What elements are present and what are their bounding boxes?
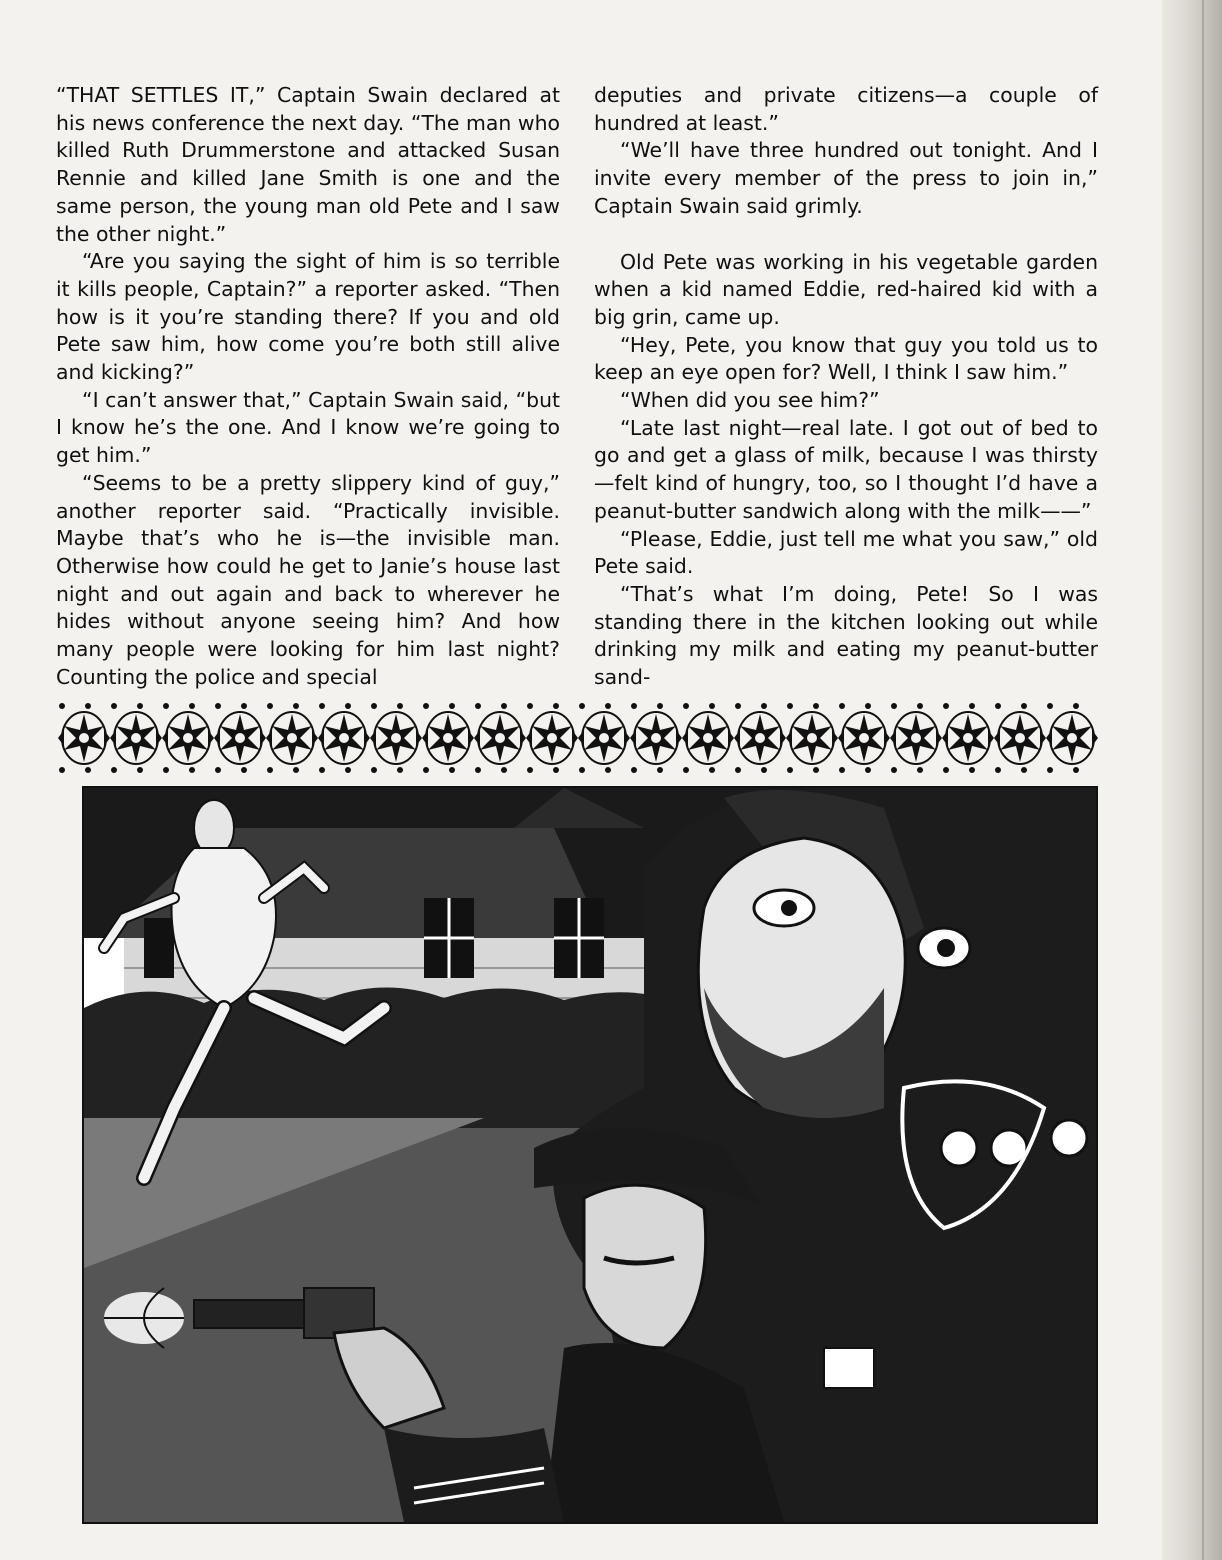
paragraph: “Late last night—real late. I got out of bed to go and get a glass of milk, because I was thirsty—felt kind of hungry, too, so I thought I’d have a peanut-butter sandwich along with the milk——” [594,415,1098,523]
paragraph: deputies and private citizens—a couple of hundred at least.” [594,83,1098,135]
page-edge-crease [1202,0,1204,1560]
paragraph: “Seems to be a pretty slippery kind of guy,” another reporter said. “Practically invisible. Maybe that’s who he is—the invisible man. Otherwise how could he get to Janie’s house last night and out again and back to wherever he hides without anyone seeing him? And how many people were looking for him last night? Counting the police and special [56,470,560,689]
column-right [594,82,1098,690]
column-left [56,82,560,689]
paragraph: Old Pete was working in his vegetable garden when a kid named Eddie, red-haired kid with a big grin, came up. [594,249,1098,329]
paragraph: “When did you see him?” [620,388,880,413]
paragraph: “THAT SETTLES IT,” Captain Swain declared at his news conference the next day. “The man who killed Ruth Drummerstone and attacked Susan Rennie and killed Jane Smith is one and the same person, the young man old Pete and I saw the other night.” [56,83,560,246]
ornament-pattern [58,700,1098,776]
paragraph: “Hey, Pete, you know that guy you told us to keep an eye open for? Well, I think I saw him.” [594,332,1098,385]
police-chase-illustration [84,788,1096,1522]
page-edge [1162,0,1222,1560]
paragraph: “We’ll have three hundred out tonight. And I invite every member of the press to join in,” Captain Swain said grimly. [594,138,1098,218]
paragraph: “That’s what I’m doing, Pete! So I was standing there in the kitchen looking out while drinking my milk and eating my peanut-butter sand- [594,581,1098,690]
paragraph: “I can’t answer that,” Captain Swain said, “but I know he’s the one. And I know we’re going to get him.” [56,387,560,468]
paragraph: “Are you saying the sight of him is so terrible it kills people, Captain?” a reporter asked. “Then how is it you’re standing there? If you and old Pete saw him, how come you’re both still alive and kicking?” [56,249,560,385]
text-columns [56,82,1098,690]
illustration-panel [82,786,1098,1524]
decorative-border [58,700,1098,776]
paragraph: “Please, Eddie, just tell me what you saw,” old Pete said. [594,526,1098,579]
